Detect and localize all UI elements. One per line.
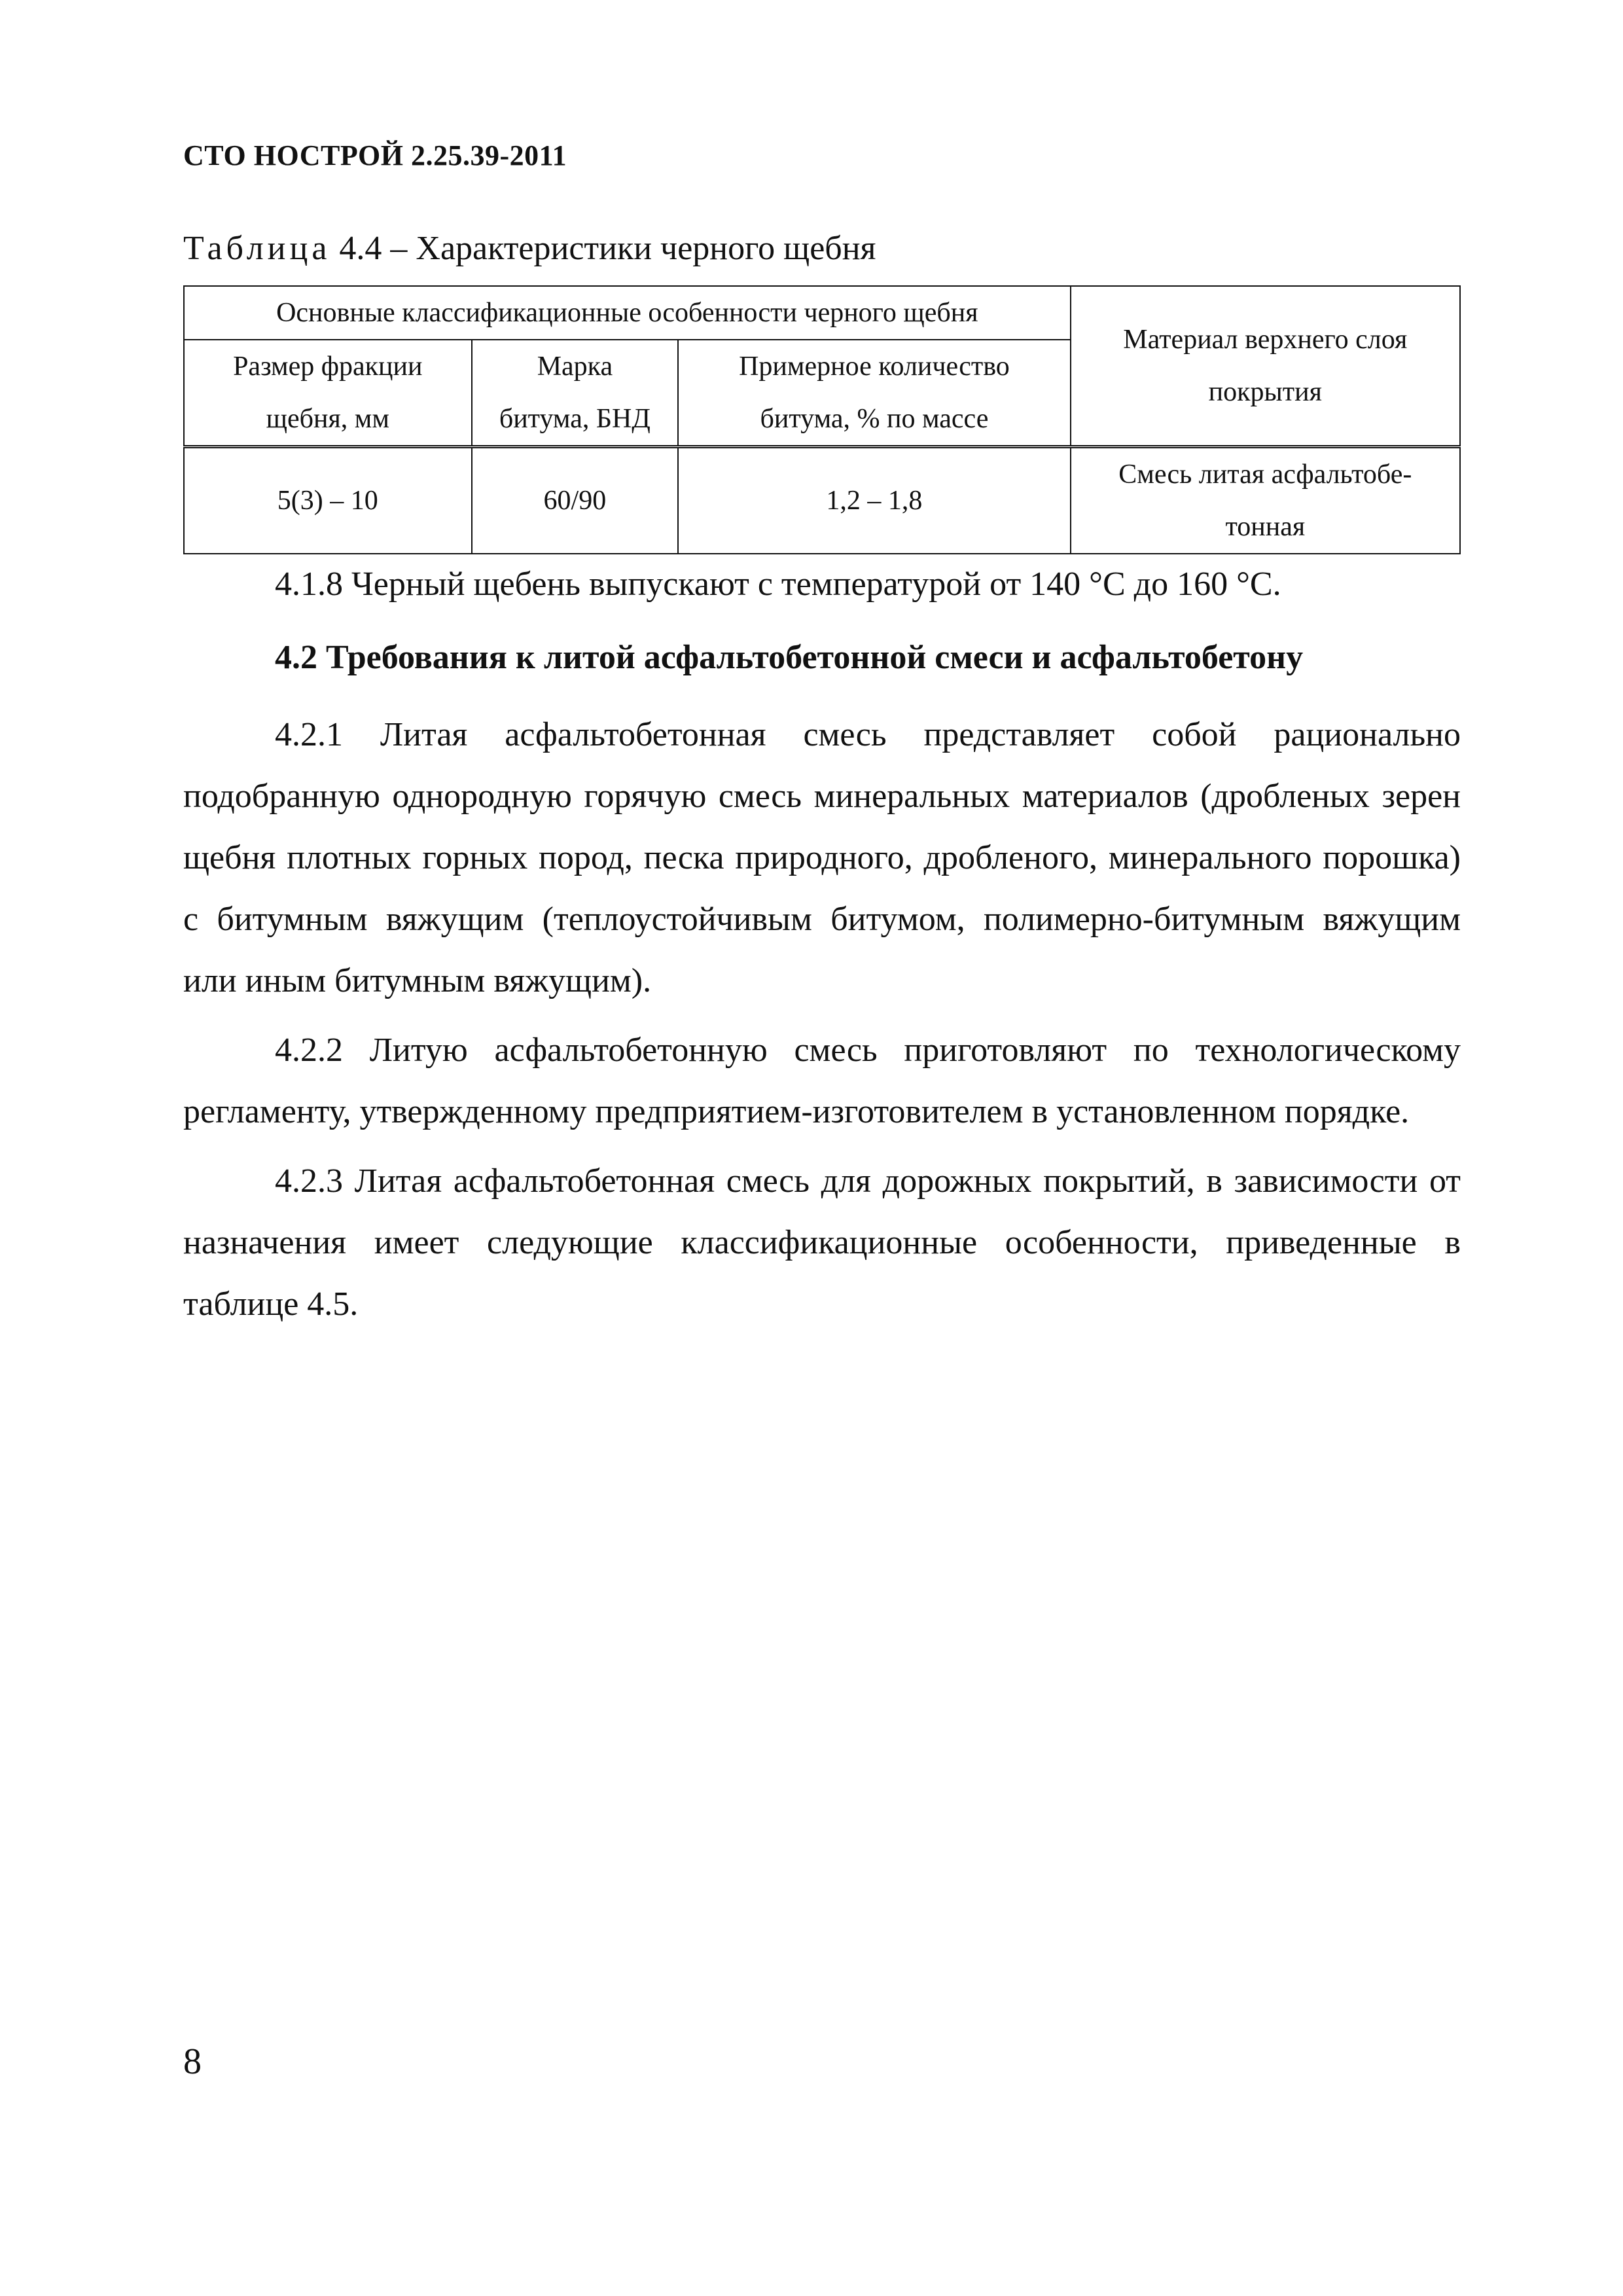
table-caption-title: 4.4 – Характеристики черного щебня — [330, 230, 876, 267]
paragraph-4-1-8: 4.1.8 Черный щебень выпускают с температурой от 140 °С до 160 °С. — [275, 565, 1281, 603]
material-header-line1: Материал верхнего слоя — [1123, 325, 1408, 355]
brand-cell: 60/90 — [472, 447, 679, 554]
paragraph-4-2-2: 4.2.2 Литую асфальтобетонную смесь приготовляют по технологическому регламенту, утвержденному предприятием-изготовителем в установленном порядке. — [183, 1031, 1461, 1130]
table-group-header-row — [184, 286, 1460, 340]
material-header-cell — [1071, 286, 1460, 447]
table-row — [184, 447, 1460, 554]
material-cell — [1071, 447, 1460, 554]
material-line1: Смесь литая асфальтобе- — [1118, 459, 1412, 490]
table-caption — [183, 229, 876, 268]
material-line2: тонная — [1225, 512, 1306, 542]
document-header: СТО НОСТРОЙ 2.25.39-2011 — [183, 139, 567, 171]
brand-header-line2: битума, БНД — [499, 404, 651, 434]
page-number: 8 — [183, 2041, 202, 2082]
group-header-cell: Основные классификационные особенности черного щебня — [184, 286, 1071, 340]
material-header-line2: покрытия — [1208, 377, 1322, 407]
section-heading-4-2: 4.2 Требования к литой асфальтобетонной смеси и асфальтобетону — [275, 639, 1304, 676]
size-header-cell — [184, 340, 472, 447]
paragraph-4-2-3: 4.2.3 Литая асфальтобетонная смесь для дорожных покрытий, в зависимости от назначения имеет следующие классификационные особенности, приведенные в таблице 4.5. — [183, 1162, 1461, 1323]
characteristics-table — [183, 285, 1461, 554]
amount-header-line2: битума, % по массе — [760, 404, 989, 434]
brand-header-cell — [472, 340, 679, 447]
brand-header-line1: Марка — [537, 351, 613, 382]
size-header-line2: щебня, мм — [266, 404, 389, 434]
size-header-line1: Размер фракции — [233, 351, 423, 382]
amount-header-line1: Примерное количество — [739, 351, 1010, 382]
table-caption-prefix: Таблица — [183, 230, 331, 267]
paragraph-4-2-1: 4.2.1 Литая асфальтобетонная смесь представляет собой рационально подобранную однородную горячую смесь минеральных материалов (дробленых зерен щебня плотных горных пород, песка природного, дробленого, минерального порошка) с битумным вяжущим (теплоустойчивым битумом, полимерно-битумным вяжущим или иным битумным вяжущим). — [183, 716, 1461, 999]
amount-cell: 1,2 – 1,8 — [678, 447, 1070, 554]
size-cell: 5(3) – 10 — [184, 447, 472, 554]
document-body — [183, 554, 1461, 1335]
amount-header-cell — [678, 340, 1070, 447]
